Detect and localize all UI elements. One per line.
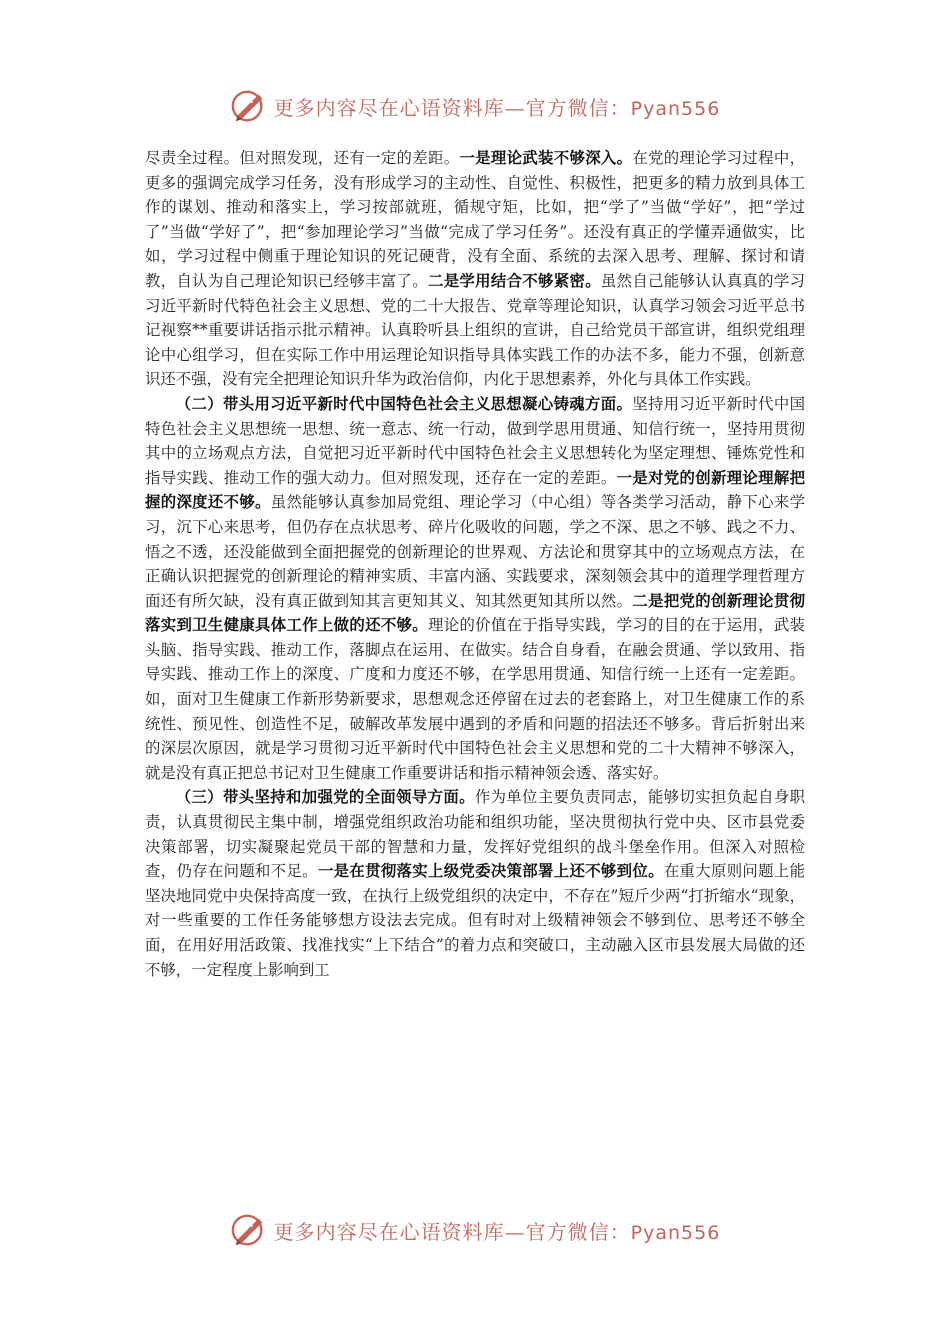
header-watermark bbox=[0, 84, 950, 128]
footer-watermark-text: 更多内容尽在心语资料库—官方微信：Pyan556 bbox=[273, 1219, 721, 1244]
document-body bbox=[145, 146, 805, 982]
header-watermark-text: 更多内容尽在心语资料库—官方微信：Pyan556 bbox=[273, 95, 721, 120]
paragraph-1: 尽责全过程。但对照发现，还有一定的差距。一是理论武装不够深入。在党的理论学习过程中，更多的强调完成学习任务，没有形成学习的主动性、自觉性、积极性，把更多的精力放到具体工作的谋划、推动和落实上，学习按部就班，循规守矩，比如，把“学了”当做“学好”，把“学过了”当做“学好了”，把“参加理论学习”当做“完成了学习任务”。还没有真正的学懂弄通做实，比如，学习过程中侧重于理论知识的死记硬背，没有全面、系统的去深入思考、理解、探讨和请教，自认为自己理论知识已经够丰富了。二是学用结合不够紧密。虽然自己能够认认真真的学习习近平新时代特色社会主义思想、党的二十大报告、党章等理论知识，认真学习领会习近平总书记视察**重要讲话指示批示精神。认真聆听县上组织的宣讲，自己给党员干部宣讲，组织党组理论中心组学习，但在实际工作中用运理论知识指导具体实践工作的办法不多，能力不强，创新意识还不强，没有完全把理论知识升华为政治信仰，内化于思想素养，外化与具体工作实践。 bbox=[145, 149, 805, 389]
pen-logo-icon bbox=[230, 87, 268, 125]
footer-watermark bbox=[0, 1208, 950, 1252]
pen-logo-icon bbox=[230, 1211, 268, 1249]
paragraph-2: （二）带头用习近平新时代中国特色社会主义思想凝心铸魂方面。坚持用习近平新时代中国特色社会主义思想统一思想、统一意志、统一行动，做到学思用贯通、知信行统一，坚持用贯彻其中的立场观点方法，自觉把习近平新时代中国特色社会主义思想转化为坚定理想、锤炼党性和指导实践、推动工作的强大动力。但对照发现，还存在一定的差距。一是对党的创新理论理解把握的深度还不够。虽然能够认真参加局党组、理论学习（中心组）等各类学习活动，静下心来学习，沉下心来思考，但仍存在点状思考、碎片化吸收的问题，学之不深、思之不够、践之不力、悟之不透，还没能做到全面把握党的创新理论的世界观、方法论和贯穿其中的立场观点方法，在正确认识把握党的创新理论的精神实质、丰富内涵、实践要求，深刻领会其中的道理学理哲理方面还有所欠缺，没有真正做到知其言更知其义、知其然更知其所以然。二是把党的创新理论贯彻落实到卫生健康具体工作上做的还不够。理论的价值在于指导实践，学习的目的在于运用，武装头脑、指导实践、推动工作，落脚点在运用、在做实。结合自身看，在融会贯通、学以致用、指导实践、推动工作上的深度、广度和力度还不够，在学思用贯通、知信行统一上还有一定差距。如，面对卫生健康工作新形势新要求，思想观念还停留在过去的老套路上，对卫生健康工作的系统性、预见性、创造性不足，破解改革发展中遇到的矛盾和问题的招法还不够多。背后折射出来的深层次原因，就是学习贯彻习近平新时代中国特色社会主义思想和党的二十大精神不够深入，就是没有真正把总书记对卫生健康工作重要讲话和指示精神领会透、落实好。 bbox=[145, 394, 805, 782]
paragraph-3: （三）带头坚持和加强党的全面领导方面。作为单位主要负责同志，能够切实担负起自身职责，认真贯彻民主集中制，增强党组织政治功能和组织功能，坚决贯彻执行党中央、区市县党委决策部署，切实凝聚起党员干部的智慧和力量，发挥好党组织的战斗堡垒作用。但深入对照检查，仍存在问题和不足。一是在贯彻落实上级党委决策部署上还不够到位。在重大原则问题上能坚决地同党中央保持高度一致，在执行上级党组织的决定中，不存在”短斤少两“打折缩水“现象，对一些重要的工作任务能够想方设法去完成。但有时对上级精神领会不够到位、思考还不够全面，在用好用活政策、找准找实“上下结合”的着力点和突破口，主动融入区市县发展大局做的还不够，一定程度上影响到工 bbox=[145, 788, 805, 979]
